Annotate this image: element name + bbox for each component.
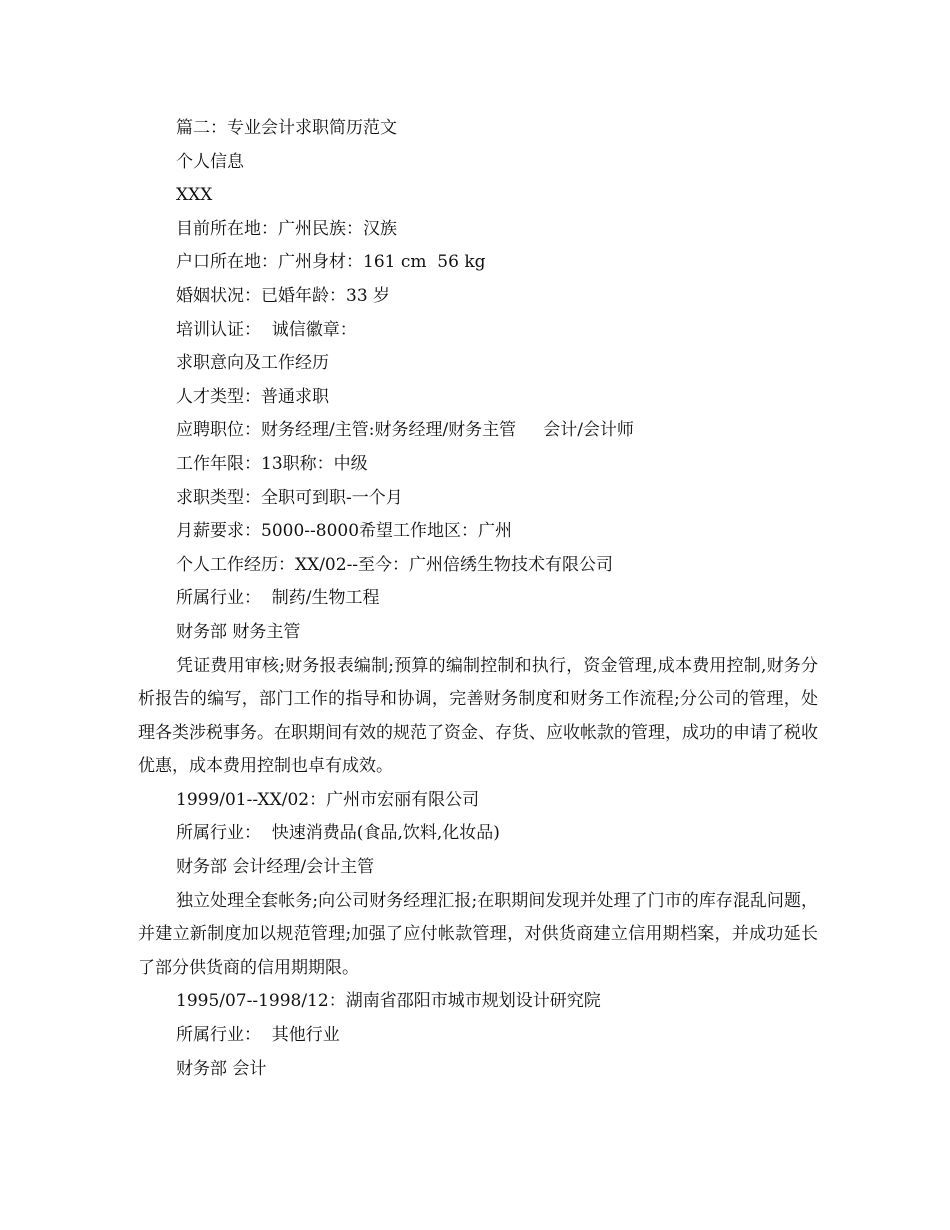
heading-personal-info: 个人信息 xyxy=(176,151,244,172)
experience-3-industry: 所属行业： 其他行业 xyxy=(176,1025,340,1046)
experience-2-industry: 所属行业： 快速消费品(食品,饮料,化妆品) xyxy=(176,823,500,844)
experience-2-role: 财务部 会计经理/会计主管 xyxy=(176,857,375,878)
experience-3-role: 财务部 会计 xyxy=(176,1058,267,1079)
name-line: XXX xyxy=(176,185,213,206)
job-type-line: 求职类型：全职可到职-一个月 xyxy=(176,487,403,508)
heading-job-intent: 求职意向及工作经历 xyxy=(176,353,329,374)
section-title: 篇二：专业会计求职简历范文 xyxy=(176,118,397,138)
talent-type-line: 人才类型：普通求职 xyxy=(176,386,329,407)
experience-1-description: 凭证费用审核;财务报表编制;预算的编制控制和执行，资金管理,成本费用控制,财务分析报告的编写，部门工作的指导和协调，完善财务制度和财务工作流程;分公司的管理，处理各类涉税事务。在职期间有效的规范了资金、存货、应收帐款的管理，成功的申请了税收优惠，成本费用控制也卓有成效。 xyxy=(138,655,818,777)
marital-age-line: 婚姻状况：已婚年龄：33 岁 xyxy=(176,285,391,306)
applied-position-line: 应聘职位：财务经理/主管:财务经理/财务主管 会计/会计师 xyxy=(176,420,634,441)
certification-line: 培训认证： 诚信徽章： xyxy=(176,319,357,340)
resume-document xyxy=(138,112,818,1086)
experience-2-description: 独立处理全套帐务;向公司财务经理汇报;在职期间发现并处理了门市的库存混乱问题，并建立新制度加以规范管理;加强了应付帐款管理，对供货商建立信用期档案，并成功延长了部分供货商的信用期期限。 xyxy=(138,890,818,978)
experience-1-role: 财务部 财务主管 xyxy=(176,621,301,642)
experience-1-header: 个人工作经历：XX/02--至今：广州倍绣生物技术有限公司 xyxy=(176,554,614,575)
salary-area-line: 月薪要求：5000--8000希望工作地区：广州 xyxy=(176,521,513,542)
experience-2-header: 1999/01--XX/02：广州市宏丽有限公司 xyxy=(176,789,480,810)
experience-1-industry: 所属行业： 制药/生物工程 xyxy=(176,588,380,609)
hukou-physique-line: 户口所在地：广州身材：161 cm 56 kg xyxy=(176,252,486,273)
years-title-line: 工作年限：13职称：中级 xyxy=(176,453,368,474)
experience-3-header: 1995/07--1998/12：湖南省邵阳市城市规划设计研究院 xyxy=(176,991,601,1012)
location-ethnicity-line: 目前所在地：广州民族：汉族 xyxy=(176,218,397,239)
